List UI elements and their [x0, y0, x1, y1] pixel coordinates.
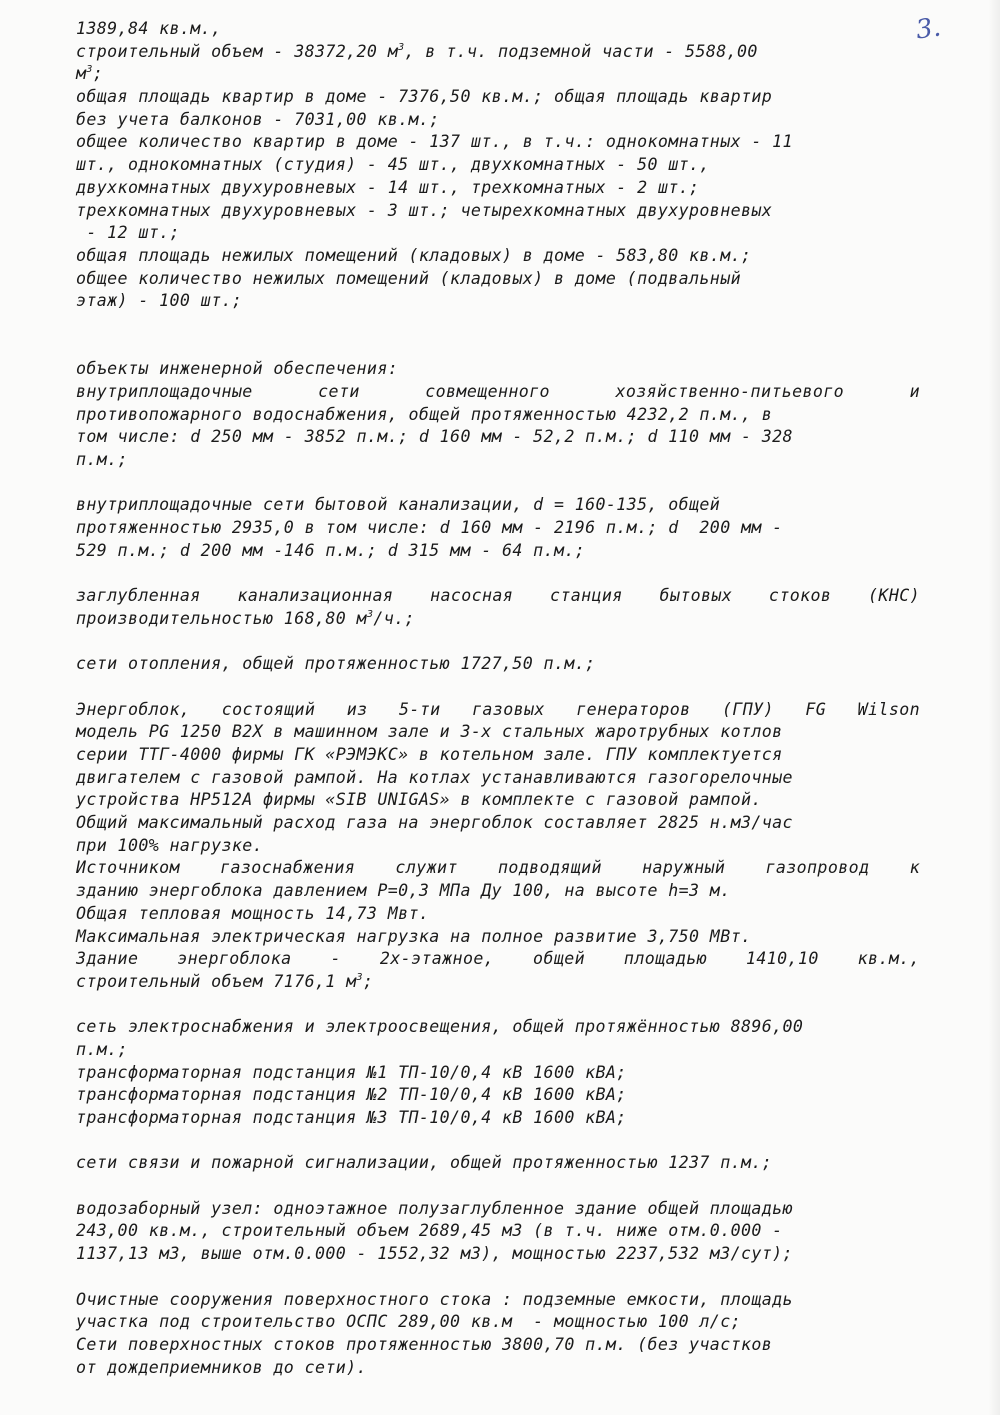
text-line-content: общая площадь квартир в доме - 7376,50 кв.м.; общая площадь квартир: [76, 87, 773, 107]
text-line-content: внутриплощадочные сети совмещенного хозяйственно-питьевого и: [76, 382, 920, 401]
blank-line: [76, 631, 920, 654]
blank-line: [76, 1266, 920, 1289]
text-line: [76, 494, 920, 517]
text-line: [76, 177, 920, 200]
text-line: [76, 1039, 920, 1062]
text-line: [76, 857, 920, 880]
text-line: [76, 1220, 920, 1243]
text-line-continuation: /ч.;: [373, 608, 415, 628]
scan-edge-shadow: [988, 0, 1000, 1415]
text-line-content: участка под строительство ОСПС 289,00 кв.м - мощностью 100 л/с;: [76, 1312, 741, 1332]
superscript: 3: [398, 41, 405, 53]
text-line-content: трансформаторная подстанция №2 ТП-10/0,4 кВ 1600 кВА;: [76, 1085, 627, 1105]
text-line-content: объекты инженерной обеспечения:: [76, 359, 399, 379]
text-line-content: производительностью 168,80 м: [76, 608, 367, 628]
text-line: [76, 880, 920, 903]
text-line-content: трансформаторная подстанция №3 ТП-10/0,4 кВ 1600 кВА;: [76, 1108, 627, 1127]
text-line-content: серии ТТГ-4000 фирмы ГК «РЭМЭКС» в котельном зале. ГПУ комплектуется: [76, 745, 783, 764]
blank-line: [76, 1175, 920, 1198]
text-line: [76, 1311, 920, 1334]
text-line-content: общая площадь нежилых помещений (кладовых) в доме - 583,80 кв.м.;: [76, 245, 752, 265]
text-line-continuation: ;: [92, 64, 104, 84]
text-line-content: модель PG 1250 B2X в машинном зале и 3-х стальных жаротрубных котлов: [76, 722, 783, 742]
superscript: 3: [86, 64, 93, 76]
text-line-content: протяженностью 2935,0 в том числе: d 160 мм - 2196 п.м.; d 200 мм -: [76, 518, 783, 538]
text-line-content: 243,00 кв.м., строительный объем 2689,45 м3 (в т.ч. ниже отм.0.000 -: [76, 1221, 783, 1241]
blank-line: [76, 563, 920, 586]
text-line: [76, 1243, 920, 1266]
text-line: [76, 699, 920, 722]
text-line: [76, 1107, 920, 1130]
blank-line: [76, 336, 920, 359]
text-line-continuation: ;: [362, 971, 374, 991]
text-line-content: без учета балконов - 7031,00 кв.м.;: [76, 109, 440, 129]
text-line-content: трансформаторная подстанция №1 ТП-10/0,4 кВ 1600 кВА;: [76, 1062, 627, 1082]
text-line: [76, 109, 920, 132]
text-line: [76, 86, 920, 109]
blank-line: [76, 313, 920, 336]
text-line-content: шт., однокомнатных (студия) - 45 шт., двухкомнатных - 50 шт.,: [76, 155, 710, 175]
text-line-content: Общая тепловая мощность 14,73 Мвт.: [76, 903, 430, 923]
text-line-content: том числе: d 250 мм - 3852 п.м.; d 160 мм - 52,2 п.м.; d 110 мм - 328: [76, 427, 793, 447]
text-line: [76, 903, 920, 926]
text-line: [76, 1289, 920, 1312]
text-line-content: общее количество нежилых помещений (кладовых) в доме (подвальный: [76, 268, 741, 288]
text-line: [76, 245, 920, 268]
text-line-continuation: , в т.ч. подземной части - 5588,00: [404, 41, 758, 61]
text-line-content: Здание энергоблока - 2х-этажное, общей площадью 1410,10 кв.м.,: [76, 949, 920, 969]
text-line: [76, 1198, 920, 1221]
text-line-content: двигателем с газовой рампой. На котлах устанавливаются газогорелочные: [76, 767, 793, 787]
text-line: [76, 1084, 920, 1107]
text-line: [76, 131, 920, 154]
text-line: [76, 1357, 920, 1380]
text-line-content: заглубленная канализационная насосная станция бытовых стоков (КНС): [76, 586, 920, 606]
text-line-content: водозаборный узел: одноэтажное полузаглубленное здание общей площадью: [76, 1198, 793, 1218]
text-line: [76, 63, 920, 86]
text-line: [76, 585, 920, 608]
text-line: [76, 449, 920, 472]
text-line: [76, 426, 920, 449]
text-line: [76, 835, 920, 858]
text-line: [76, 540, 920, 563]
text-line: [76, 744, 920, 767]
text-line: [76, 41, 920, 64]
text-line-content: устройства HP512A фирмы «SIB UNIGAS» в комплекте с газовой рампой.: [76, 790, 762, 810]
text-line-content: сети связи и пожарной сигнализации, общей протяженностью 1237 п.м.;: [76, 1153, 773, 1173]
text-line-content: Сети поверхностных стоков протяженностью 3800,70 п.м. (без участков: [76, 1334, 773, 1354]
blank-line: [76, 1130, 920, 1153]
text-line: [76, 404, 920, 427]
text-line: [76, 721, 920, 744]
text-line-content: этаж) - 100 шт.;: [76, 291, 243, 311]
text-line: [76, 18, 920, 41]
text-line: [76, 1016, 920, 1039]
handwritten-page-number: 3.: [914, 12, 943, 46]
text-line-content: м: [76, 64, 87, 84]
text-line: [76, 290, 920, 313]
text-line: [76, 1334, 920, 1357]
text-line-content: сеть электроснабжения и электроосвещения, общей протяжённостью 8896,00: [76, 1017, 804, 1037]
text-line-content: 1389,84 кв.м.,: [76, 19, 222, 38]
text-line-content: противопожарного водоснабжения, общей протяженностью 4232,2 п.м., в: [76, 404, 773, 424]
document-body: [76, 18, 920, 1379]
text-line-content: Максимальная электрическая нагрузка на полное развитие 3,750 МВт.: [76, 926, 752, 946]
text-line: [76, 789, 920, 812]
text-line-content: двухкомнатных двухуровневых - 14 шт., трехкомнатных - 2 шт.;: [76, 177, 700, 197]
text-line-content: зданию энергоблока давлением P=0,3 МПа Ду 100, на высоте h=3 м.: [76, 881, 731, 901]
text-line-content: от дождеприемников до сети).: [76, 1357, 367, 1377]
text-line: [76, 200, 920, 223]
text-line: [76, 154, 920, 177]
text-line-content: трехкомнатных двухуровневых - 3 шт.; четырехкомнатных двухуровневых: [76, 200, 773, 220]
text-line-content: строительный объем - 38372,20 м: [76, 41, 399, 61]
text-line-content: Источником газоснабжения служит подводящий наружный газопровод к: [76, 858, 920, 878]
text-line: [76, 517, 920, 540]
text-line-content: п.м.;: [76, 1039, 128, 1059]
superscript: 3: [366, 608, 374, 620]
text-line-content: Энергоблок, состоящий из 5-ти газовых генераторов (ГПУ) FG Wilson: [76, 699, 920, 719]
text-line-content: п.м.;: [76, 450, 128, 470]
text-line: [76, 222, 920, 245]
text-line: [76, 971, 920, 994]
text-line: [76, 1152, 920, 1175]
text-line-content: общее количество квартир в доме - 137 шт., в т.ч.: однокомнатных - 11: [76, 132, 793, 152]
text-line: [76, 268, 920, 291]
text-line-content: 1137,13 м3, выше отм.0.000 - 1552,32 м3), мощностью 2237,532 м3/сут);: [76, 1244, 793, 1264]
text-line-content: внутриплощадочные сети бытовой канализации, d = 160-135, общей: [76, 495, 721, 515]
text-line-content: - 12 шт.;: [76, 223, 180, 243]
text-line-content: при 100% нагрузке.: [76, 835, 264, 855]
text-line-content: строительный объем 7176,1 м: [76, 971, 357, 991]
text-line-content: Общий максимальный расход газа на энергоблок составляет 2825 н.м3/час: [76, 813, 793, 833]
superscript: 3: [356, 971, 363, 983]
text-line: [76, 1062, 920, 1085]
text-line-content: Очистные сооружения поверхностного стока : подземные емкости, площадь: [76, 1289, 793, 1309]
text-line: [76, 767, 920, 790]
text-line-content: сети отопления, общей протяженностью 1727,50 п.м.;: [76, 654, 596, 674]
text-line: [76, 381, 920, 404]
blank-line: [76, 676, 920, 699]
text-line: [76, 358, 920, 381]
text-line: [76, 812, 920, 835]
text-line: [76, 948, 920, 971]
blank-line: [76, 472, 920, 495]
text-line: [76, 653, 920, 676]
text-line: [76, 608, 920, 631]
text-line: [76, 926, 920, 949]
text-line-content: 529 п.м.; d 200 мм -146 п.м.; d 315 мм - 64 п.м.;: [76, 540, 586, 560]
blank-line: [76, 994, 920, 1017]
